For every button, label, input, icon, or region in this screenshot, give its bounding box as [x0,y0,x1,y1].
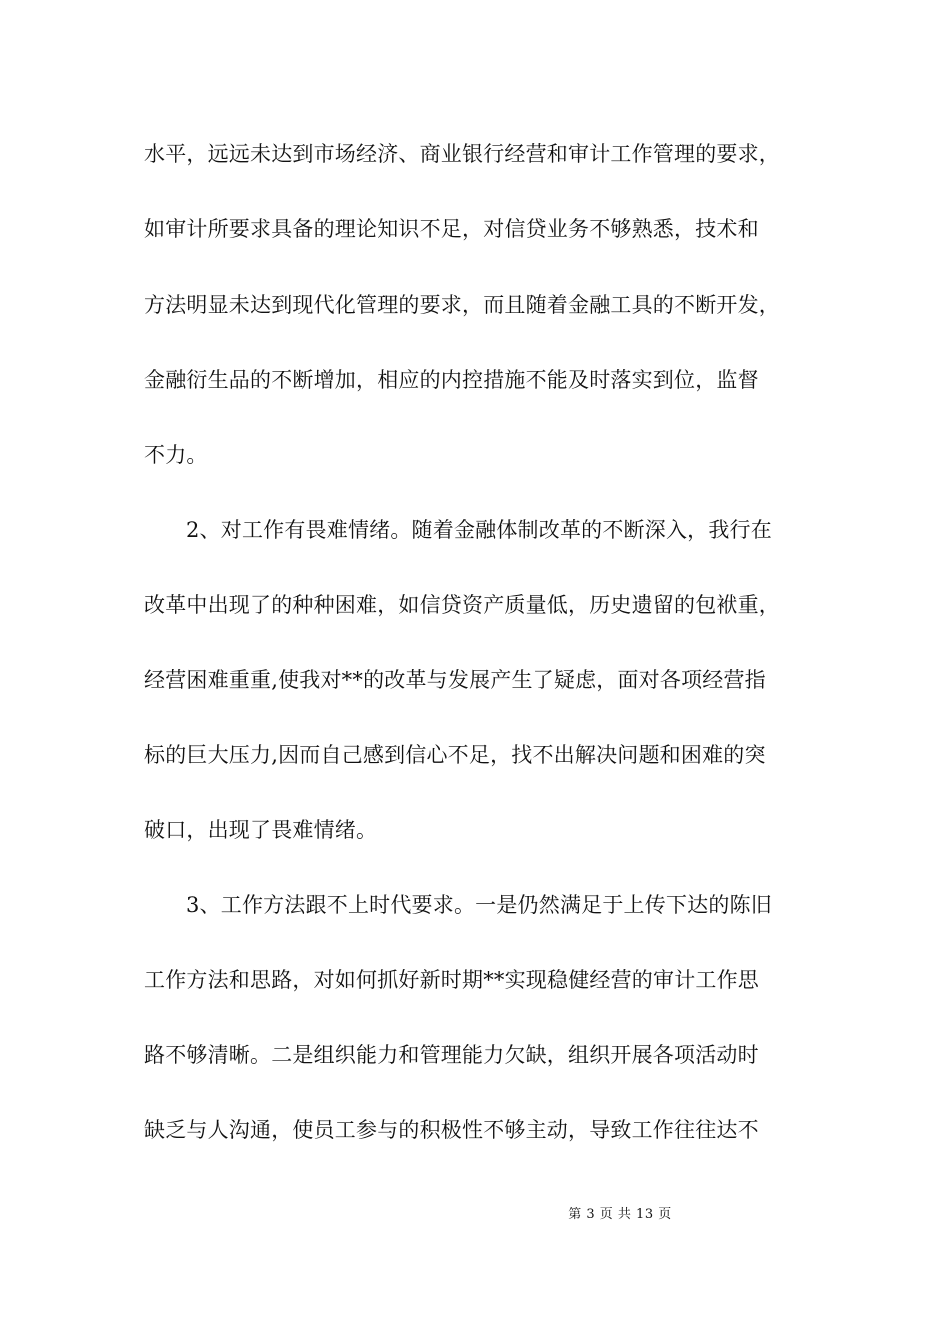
text-line-9: 标的巨大压力,因而自己感到信心不足，找不出解决问题和困难的突 [144,743,766,767]
text-line-2: 如审计所要求具备的理论知识不足，对信贷业务不够熟悉，技术和 [144,217,759,241]
text-line-12: 工作方法和思路，对如何抓好新时期**实现稳健经营的审计工作思 [144,968,759,992]
text-line-1: 水平，远远未达到市场经济、商业银行经营和审计工作管理的要求， [144,142,780,166]
text-line-7: 改革中出现了的种种困难，如信贷资产质量低，历史遗留的包袱重， [144,593,780,617]
page-footer [0,1206,950,1224]
text-line-13: 路不够清晰。二是组织能力和管理能力欠缺，组织开展各项活动时 [144,1043,759,1067]
text-line-3: 方法明显未达到现代化管理的要求，而且随着金融工具的不断开发， [144,293,780,317]
text-line-14: 缺乏与人沟通，使员工参与的积极性不够主动，导致工作往往达不 [144,1118,759,1142]
text-line-5: 不力。 [144,443,208,467]
paragraph-2-start: 2、对工作有畏难情绪。随着金融体制改革的不断深入，我行在 [186,518,772,542]
text-line-8: 经营困难重重,使我对**的改革与发展产生了疑虑，面对各项经营指 [144,668,766,692]
text-line-4: 金融衍生品的不断增加，相应的内控措施不能及时落实到位，监督 [144,368,759,392]
paragraph-3-start: 3、工作方法跟不上时代要求。一是仍然满足于上传下达的陈旧 [186,893,772,917]
text-line-10: 破口，出现了畏难情绪。 [144,818,378,842]
page-number: 第 3 页 共 13 页 [568,1207,672,1222]
